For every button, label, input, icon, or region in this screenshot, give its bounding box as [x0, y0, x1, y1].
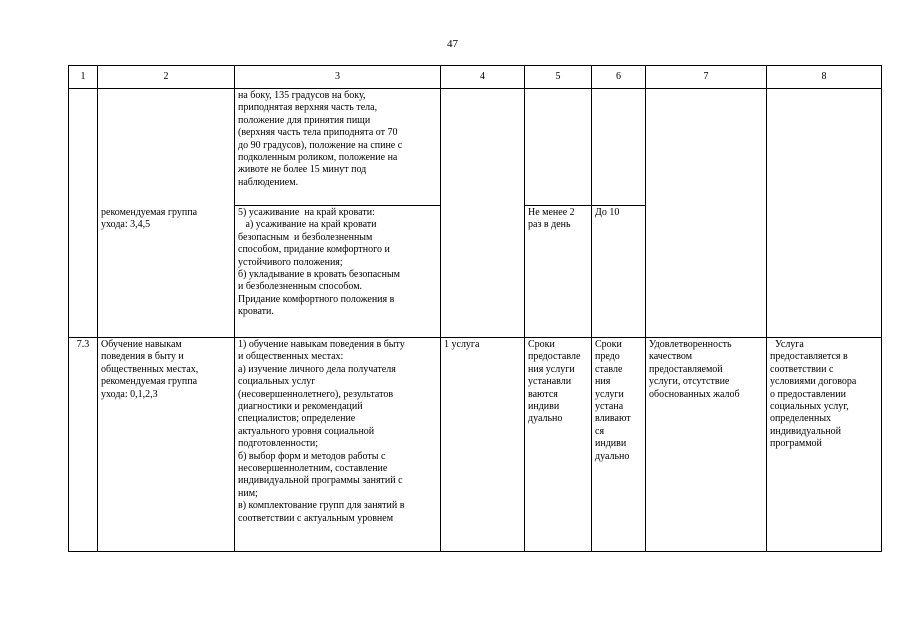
cell-duration: Сроки предо ставле ния услуги устана вливают ся индиви дуально — [592, 338, 646, 552]
header-cell: 5 — [525, 66, 592, 89]
cell-content: на боку, 135 градусов на боку, приподнятая верхняя часть тела, положение для принятия пищи (верхняя часть тела приподнята от 70 до 90 градусов), положение на спине с подколенным роликом, положение на животе не более 15 минут под наблюдением. — [235, 89, 441, 206]
cell-conditions — [767, 89, 882, 338]
cell-number: 7.3 — [69, 338, 98, 552]
header-cell: 8 — [767, 66, 882, 89]
table-row — [69, 89, 882, 206]
header-row — [69, 66, 882, 89]
cell-quality: Удовлетворенность качеством предоставляемой услуги, отсутствие обоснованных жалоб — [646, 338, 767, 552]
page-number: 47 — [447, 38, 458, 50]
services-table — [68, 65, 882, 552]
cell-frequency: Сроки предоставле ния услуги устанавли ваются индиви дуально — [525, 338, 592, 552]
cell-duration — [592, 89, 646, 206]
cell-content: 5) усаживание на край кровати: а) усаживание на край кровати безопасным и безболезненным способом, придание комфортного и устойчивого положения; б) укладывание в кровать безопасным и безболезненным способом. Придание комфортного положения в кровати. — [235, 206, 441, 338]
cell-content: 1) обучение навыкам поведения в быту и общественных местах: а) изучение личного дела получателя социальных услуг (несовершеннолетнего), результатов диагностики и рекомендаций специалистов; определение актуального уровня социальной подготовленности; б) выбор форм и методов работы с несовершеннолетним, составление индивидуальной программы занятий с ним; в) комплектование групп для занятий в соответствии с актуальным уровнем — [235, 338, 441, 552]
cell-conditions: Услуга предоставляется в соответствии с условиями договора о предоставлении социальных услуг, определенных индивидуальной программой — [767, 338, 882, 552]
cell-frequency: Не менее 2 раз в день — [525, 206, 592, 338]
table-row — [69, 338, 882, 552]
header-cell: 2 — [98, 66, 235, 89]
cell-volume: 1 услуга — [441, 338, 525, 552]
cell-number — [69, 89, 98, 338]
header-cell: 3 — [235, 66, 441, 89]
cell-name — [98, 89, 235, 206]
header-cell: 4 — [441, 66, 525, 89]
cell-quality — [646, 89, 767, 338]
cell-volume — [441, 89, 525, 338]
header-cell: 7 — [646, 66, 767, 89]
cell-frequency — [525, 89, 592, 206]
cell-name: рекомендуемая группа ухода: 3,4,5 — [98, 206, 235, 338]
cell-duration: До 10 — [592, 206, 646, 338]
header-cell: 6 — [592, 66, 646, 89]
cell-name: Обучение навыкам поведения в быту и общественных местах, рекомендуемая группа ухода: 0,1,2,3 — [98, 338, 235, 552]
header-cell: 1 — [69, 66, 98, 89]
